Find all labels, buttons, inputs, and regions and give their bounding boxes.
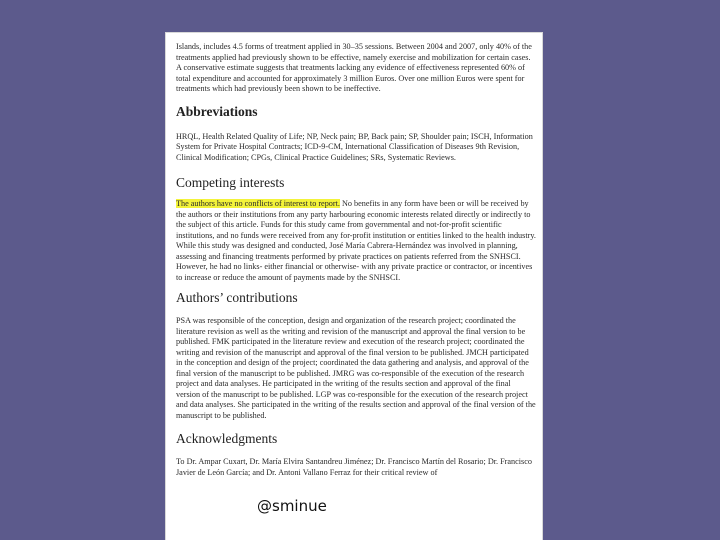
highlighted-statement: The authors have no conflicts of interest to report. [176, 199, 340, 208]
authors-contributions-heading: Authors’ contributions [176, 290, 298, 305]
competing-interests-body: No benefits in any form have been or will be received by the authors or their institutions from any party harbouring economic interests related directly or indirectly to the subject of this article. Funds for this study came from governmental and not-for-profit scientific institutions, and no funds were received from any for-profit institution or entities linked to the health industry. While this study was designed and conducted, José María Cabrera-Hernández was involved in planning, assessing and financing treatments performed by private practices on patients referred from the SNHSCI. However, he had no links- either financial or otherwise- with any private practice or contractor, or incentives to increase or reduce the amount of payments made by the SNHSCI. [176, 199, 536, 282]
acknowledgments-heading: Acknowledgments [176, 431, 278, 446]
acknowledgments-text: To Dr. Ampar Cuxart, Dr. María Elvira Santandreu Jiménez; Dr. Francisco Martín del Rosario; Dr. Francisco Javier de León García; and Dr. Antoni Vallano Ferraz for their critical review of [176, 457, 532, 477]
watermark-label: @sminue [257, 497, 327, 515]
authors-contributions-text: PSA was responsible of the conception, design and organization of the research project; coordinated the literature revision as well as the writing and revision of the manuscript and approval the final version to be published. FMK participated in the literature review and execution of the research project; coordinated the writing and revision of the manuscript and approval of the final version to be published. JMCH participated in the conception and design of the project; coordinated the data gathering and analysis, and approval of the final version of the manuscript to be published. JMRG was co-responsible of the execution of the research project and data analyses. He participated in the writing of the results section and approval of the final version of the manuscript to be published. LGP was co-responsible for the execution of the research project and data analyses. She participated in the writing of the results section and approval of the final version of the manuscript to be published. [176, 316, 536, 420]
intro-paragraph: Islands, includes 4.5 forms of treatment applied in 30–35 sessions. Between 2004 and 2007, only 40% of the treatments applied had previously shown to be effective, namely exercise and mobilization for certain cases. A conservative estimate suggests that treatments lacking any evidence of effectiveness represented 60% of total expenditure and accounted for approximately 3 million Euros. Over one million Euros were spent for treatments which had previously been shown to be ineffective. [176, 42, 532, 93]
competing-interests-text [176, 199, 536, 283]
abbreviations-text: HRQL, Health Related Quality of Life; NP, Neck pain; BP, Back pain; SP, Shoulder pain; ISCH, Information System for Private Hospital Contracts; ICD-9-CM, International Classification of Diseases 9th Revision, Clinical Modification; CPGs, Clinical Practice Guidelines; SRs, Systematic Reviews. [176, 131, 533, 162]
document-content [176, 42, 536, 478]
competing-interests-heading: Competing interests [176, 175, 285, 190]
abbreviations-heading: Abbreviations [176, 103, 258, 119]
document-page [166, 33, 542, 540]
